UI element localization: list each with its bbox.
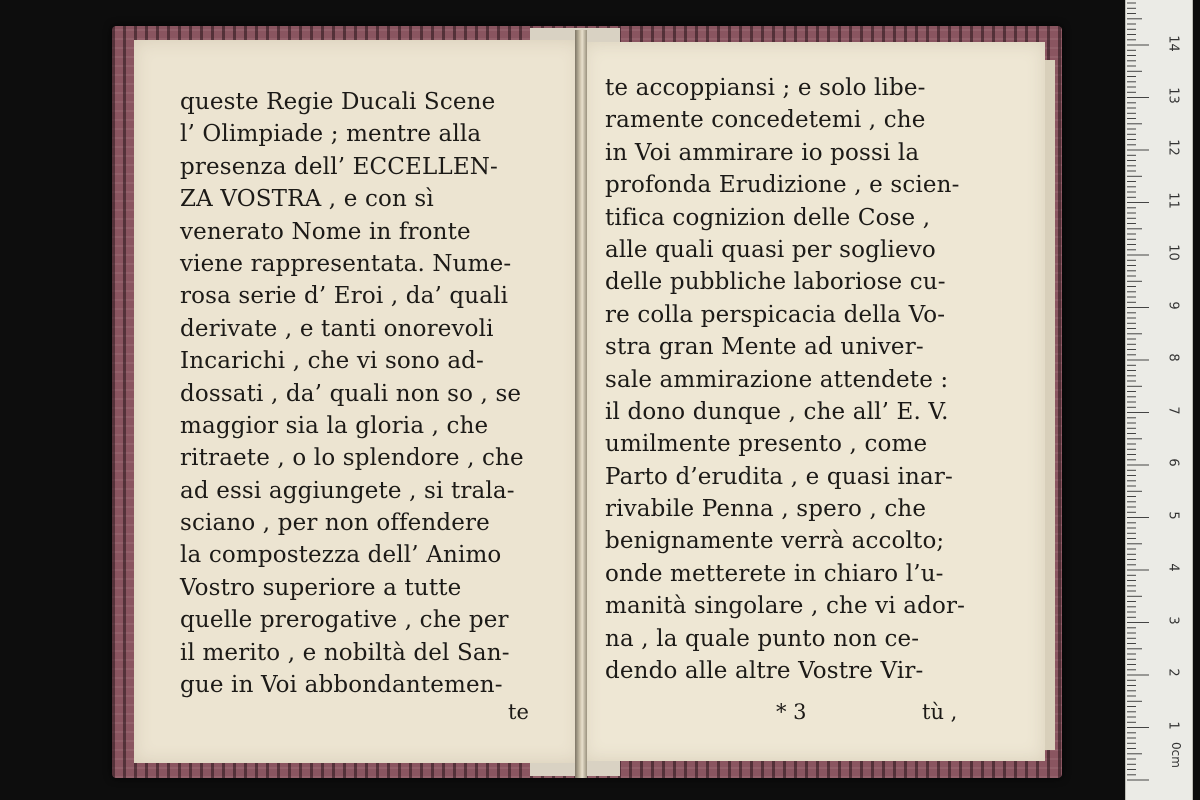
text-line: queste Regie Ducali Scene bbox=[180, 89, 496, 115]
text-line: gue in Voi abbondantemen- bbox=[180, 672, 503, 699]
text-line: onde metterete in chiaro l’u- bbox=[605, 560, 944, 587]
text-line: l’ Olimpiade ; mentre alla bbox=[180, 121, 482, 148]
text-line: umilmente presento , come bbox=[605, 431, 928, 458]
ruler-number: 12 bbox=[1165, 139, 1181, 156]
text-line: manità singolare , che vi ador- bbox=[605, 593, 966, 620]
ruler-number: 7 bbox=[1165, 406, 1181, 415]
text-line: sciano , per non offendere bbox=[180, 510, 490, 537]
text-line: delle pubbliche laboriose cu- bbox=[605, 269, 946, 296]
text-line: Vostro superiore a tutte bbox=[180, 574, 462, 601]
text-line: la compostezza dell’ Animo bbox=[180, 542, 502, 569]
ruler-number: 3 bbox=[1165, 616, 1181, 625]
text-line: stra gran Mente ad univer- bbox=[605, 334, 924, 361]
text-line: ZA VOSTRA , e con sì bbox=[180, 186, 434, 213]
text-line: presenza dell’ ECCELLEN- bbox=[180, 153, 498, 180]
ruler-number: 6 bbox=[1165, 458, 1181, 467]
ruler-number: 1 bbox=[1165, 721, 1181, 730]
text-line: quelle prerogative , che per bbox=[180, 607, 509, 634]
ruler-number: 9 bbox=[1165, 301, 1181, 310]
measurement-ruler bbox=[1125, 0, 1193, 800]
text-line: rosa serie d’ Eroi , da’ quali bbox=[180, 283, 509, 310]
text-line: re colla perspicacia della Vo- bbox=[605, 301, 946, 328]
ruler-number: 10 bbox=[1165, 244, 1181, 261]
text-line: ritraete , o lo splendore , che bbox=[180, 445, 524, 472]
text-line: maggior sia la gloria , che bbox=[180, 412, 489, 439]
text-line: alle quali quasi per soglievo bbox=[605, 236, 936, 263]
text-line: na , la quale punto non ce- bbox=[605, 625, 920, 652]
text-line: profonda Erudizione , e scien- bbox=[605, 172, 960, 199]
left-catchword: te bbox=[508, 700, 529, 724]
text-line: il dono dunque , che all’ E. V. bbox=[605, 398, 949, 425]
text-line: dossati , da’ quali non so , se bbox=[180, 380, 522, 407]
text-line: ad essi aggiungete , si trala- bbox=[180, 477, 515, 504]
text-line: ramente concedetemi , che bbox=[605, 107, 926, 134]
text-line: venerato Nome in fronte bbox=[180, 218, 471, 245]
text-line: sale ammirazione attendete : bbox=[605, 366, 949, 393]
ruler-unit: 0cm bbox=[1169, 742, 1183, 768]
signature-mark: * 3 bbox=[776, 700, 807, 724]
text-line: Parto d’erudita , e quasi inar- bbox=[605, 463, 953, 490]
text-line: te accoppiansi ; e solo libe- bbox=[605, 75, 926, 101]
text-line: tifica cognizion delle Cose , bbox=[605, 204, 931, 231]
ruler-number: 2 bbox=[1165, 668, 1181, 677]
left-page-text bbox=[180, 86, 580, 701]
text-line: dendo alle altre Vostre Vir- bbox=[605, 658, 924, 685]
text-line: Incarichi , che vi sono ad- bbox=[180, 348, 484, 375]
ruler-number: 14 bbox=[1165, 35, 1181, 52]
text-line: benignamente verrà accolto; bbox=[605, 528, 945, 555]
text-line: il merito , e nobiltà del San- bbox=[180, 639, 510, 666]
ruler-number: 13 bbox=[1165, 87, 1181, 104]
ruler-number: 8 bbox=[1165, 353, 1181, 362]
right-catchword: tù , bbox=[922, 700, 958, 724]
text-line: viene rappresentata. Nume- bbox=[180, 250, 512, 277]
ruler-ticks bbox=[1126, 0, 1192, 800]
text-line: rivabile Penna , spero , che bbox=[605, 496, 927, 523]
ruler-number: 11 bbox=[1165, 192, 1181, 209]
right-page-text bbox=[605, 72, 1025, 687]
ruler-number: 5 bbox=[1165, 511, 1181, 520]
text-line: in Voi ammirare io possi la bbox=[605, 139, 920, 166]
ruler-number: 4 bbox=[1165, 563, 1181, 572]
text-line: derivate , e tanti onorevoli bbox=[180, 315, 494, 342]
